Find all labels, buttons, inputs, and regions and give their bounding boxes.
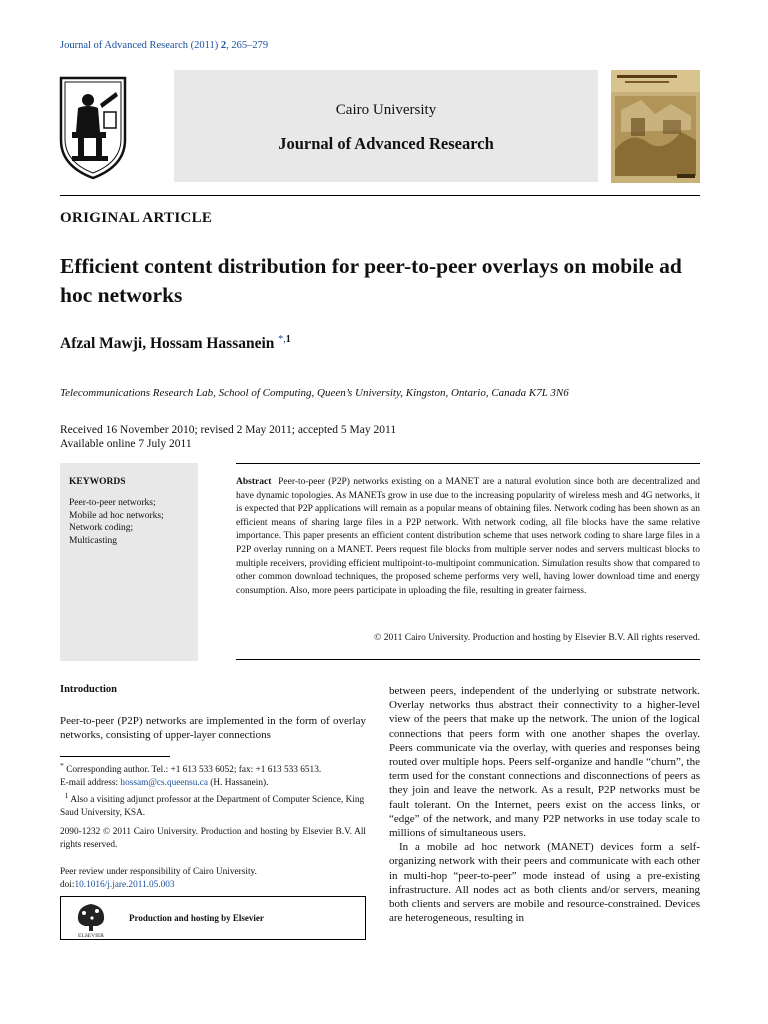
intro-paragraph: In a mobile ad hoc network (MANET) devices form a self-organizing network with their peers and communicate with each other in multi-hop “peer-to-peer” mode instead of using a pre-existing infrastructure. All nodes act as both clients and/or servers, meaning both clients and servers are mobile and resource-constrained. Devices are heterogeneous, resulting in: [389, 841, 700, 925]
keyword-item: Mobile ad hoc networks;: [69, 510, 164, 521]
introduction-right-column: [389, 684, 700, 925]
production-hosting-text: Production and hosting by Elsevier: [129, 913, 264, 923]
author-footnote-marks[interactable]: *,1: [278, 334, 291, 345]
peer-review-note: Peer review under responsibility of Cairo University. doi:10.1016/j.jare.2011.05.003: [60, 867, 257, 890]
keywords-heading: KEYWORDS: [69, 477, 126, 487]
keywords-box: [60, 463, 198, 661]
email-note: E-mail address: hossam@cs.queensu.ca (H. Hassanein).: [60, 777, 269, 788]
intro-paragraph: between peers, independent of the underlying or substrate network. Overlay networks thus abstract their connectivity to a higher-level view of the peers that make up the network. The union of the logical connections that peers form with one another shapes the overlay. Peers communicate via the overlay, with queries and responses being routed over multiple hops. Peers self-organize and handle “churn”, the term used for the constant connections and disconnections of peers as they join and leave the network. As a result, P2P networks must be fault tolerant. On the Internet, peers exist on the access links, or “edge” of the network, and many P2P networks in use today scale to millions of simultaneous users.: [389, 685, 700, 840]
journal-cover-image: [611, 70, 700, 183]
keyword-item: Network coding;: [69, 523, 134, 533]
received-dates: Received 16 November 2010; revised 2 May 2011; accepted 5 May 2011: [60, 424, 397, 436]
footnote-rule: [60, 756, 170, 757]
journal-name: Journal of Advanced Research: [278, 134, 494, 153]
journal-header-band: [174, 70, 598, 182]
keyword-item: Peer-to-peer networks;: [69, 498, 156, 508]
article-title: Efficient content distribution for peer-to-peer overlays on mobile ad hoc networks: [60, 254, 682, 307]
abstract-text: Peer-to-peer (P2P) networks existing on a MANET are a natural evolution since both are decentralized and have dynamic topologies. As MANETs grow in use due to the increasing popularity of wireless mesh and 4G networks, it is expected that P2P applications will remain as a popular means of obtaining files. Network coding has been shown as an efficient means of sharing large files in a P2P network. With network coding, all file blocks have the same relative importance. This paper presents an efficient content distribution scheme that uses network coding to share large files in a P2P overlay running on a MANET. Peers request file blocks from multiple server nodes and servers multicast blocks to multiple receivers, providing efficient multipoint-to-multipoint communication. Simulation results show that compared to other common download techniques, the proposed scheme performs very well, having lower download time and energy consumption. Also, more peers participate in uploading the file, resulting in greater fairness.: [236, 477, 700, 596]
corresponding-author-note: * Corresponding author. Tel.: +1 613 533 6052; fax: +1 613 533 6513.: [60, 761, 322, 776]
university-name: Cairo University: [335, 102, 437, 118]
issn-copyright: 2090-1232 © 2011 Cairo University. Production and hosting by Elsevier B.V. All rights reserved.: [60, 827, 366, 850]
doi-link[interactable]: 10.1016/j.jare.2011.05.003: [74, 879, 175, 890]
article-authors: Afzal Mawji, Hossam Hassanein $^{*,1}$: [60, 334, 291, 353]
cairo-university-logo: [58, 74, 128, 182]
abstract-bottom-rule: [236, 659, 700, 660]
footnotes: [60, 760, 366, 819]
footnote-1: $^1$ Also a visiting adjunct professor at the Department of Computer Science, King Saud University, KSA.: [60, 790, 365, 818]
abstract: [236, 476, 700, 598]
elsevier-tree-logo: [73, 900, 109, 938]
introduction-left-text: Peer-to-peer (P2P) networks are implemented in the form of overlay networks, consisting of upper-layer connections: [60, 715, 366, 742]
abstract-top-rule: [236, 463, 700, 464]
journal-citation[interactable]: Journal of Advanced Research (2011) 2, 265–279: [60, 40, 269, 51]
header-divider: [60, 195, 700, 196]
email-link[interactable]: hossam@cs.queensu.ca: [120, 777, 208, 788]
keywords-list: [69, 497, 164, 547]
article-dates: [60, 423, 396, 451]
introduction-heading: Introduction: [60, 684, 117, 695]
available-online: Available online 7 July 2011: [60, 438, 192, 450]
keyword-item: Multicasting: [69, 535, 118, 546]
abstract-label: Abstract: [236, 477, 272, 487]
svg-text:ELSEVIER: ELSEVIER: [78, 933, 104, 938]
article-type: ORIGINAL ARTICLE: [60, 210, 213, 226]
abstract-copyright: © 2011 Cairo University. Production and hosting by Elsevier B.V. All rights reserved.: [374, 633, 700, 643]
author-affiliation: Telecommunications Research Lab, School of Computing, Queen’s University, Kingston, Ontario, Canada K7L 3N6: [60, 387, 569, 399]
